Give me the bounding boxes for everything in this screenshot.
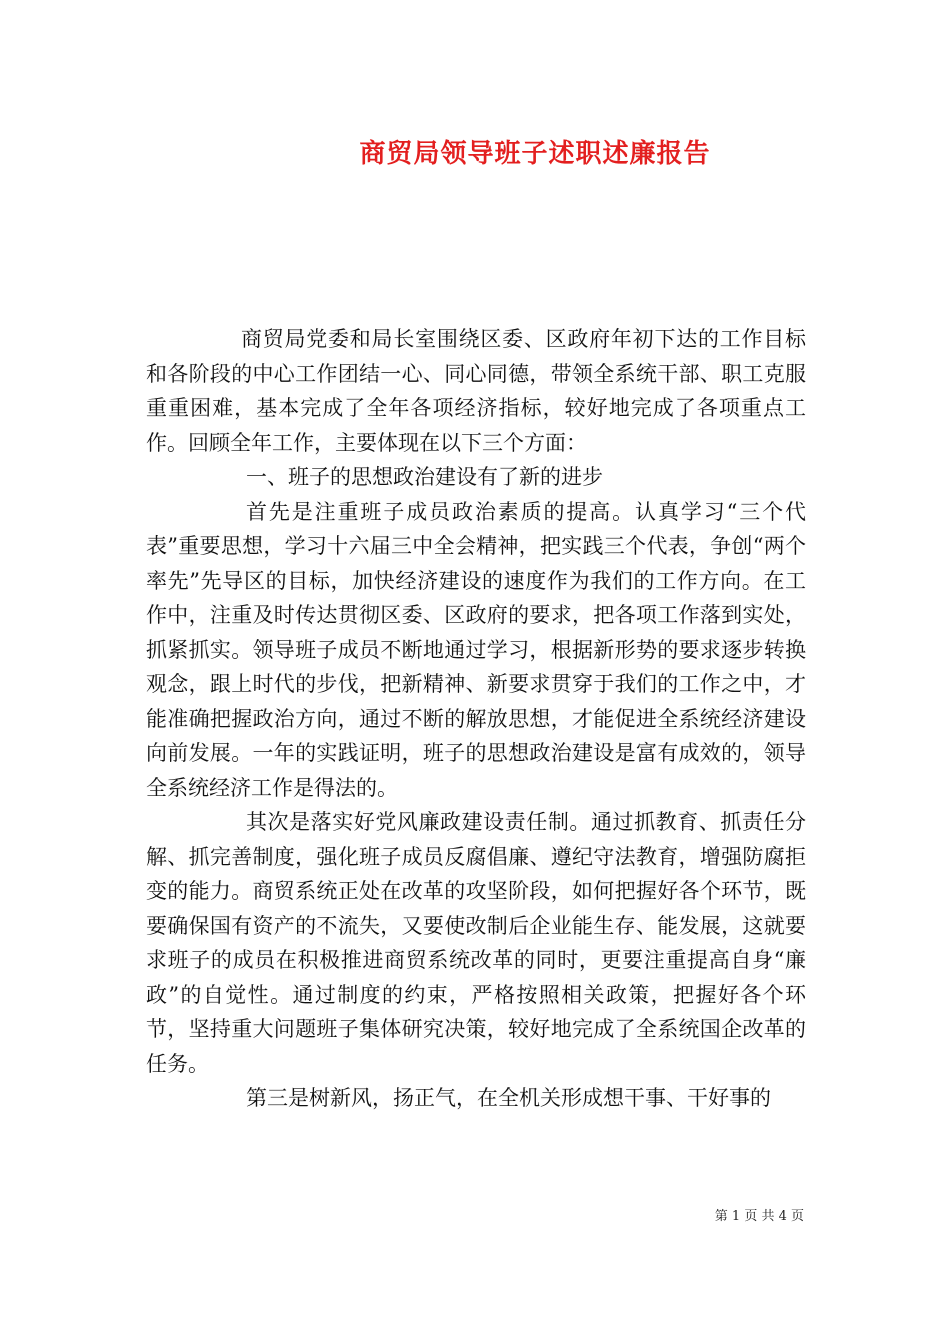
page-number: 第 1 页 共 4 页 — [714, 1209, 804, 1224]
body-paragraph-second: 其次是落实好党风廉政建设责任制。通过抓教育、抓责任分解、抓完善制度，强化班子成员反腐倡廉、遵纪守法教育，增强防腐拒变的能力。商贸系统正处在改革的攻坚阶段，如何把握好各个环节，既要确保国有资产的不流失，又要使改制后企业能生存、能发展，这就要求班子的成员在积极推进商贸系统改革的同时，更要注重提高自身“廉政”的自觉性。通过制度的约束，严格按照相关政策，把握好各个环节，坚持重大问题班子集体研究决策，较好地完成了全系统国企改革的任务。 — [146, 810, 806, 1076]
body-paragraph-third: 第三是树新风，扬正气，在全机关形成想干事、干好事的 — [246, 1086, 771, 1110]
intro-paragraph: 商贸局党委和局长室围绕区委、区政府年初下达的工作目标和各阶段的中心工作团结一心、同心同德，带领全系统干部、职工克服重重困难，基本完成了全年各项经济指标，较好地完成了各项重点工作。回顾全年工作，主要体现在以下三个方面： — [146, 327, 806, 455]
body-paragraph-first: 首先是注重班子成员政治素质的提高。认真学习“三个代表”重要思想，学习十六届三中全会精神，把实践三个代表，争创“两个率先”先导区的目标，加快经济建设的速度作为我们的工作方向。在工作中，注重及时传达贯彻区委、区政府的要求，把各项工作落到实处，抓紧抓实。领导班子成员不断地通过学习，根据新形势的要求逐步转换观念，跟上时代的步伐，把新精神、新要求贯穿于我们的工作之中，才能准确把握政治方向，通过不断的解放思想，才能促进全系统经济建设向前发展。一年的实践证明，班子的思想政治建设是富有成效的，领导全系统经济工作是得法的。 — [146, 499, 806, 800]
section-heading: 一、班子的思想政治建设有了新的进步 — [246, 465, 603, 489]
document-title: 商贸局领导班子述职述廉报告 — [359, 139, 711, 169]
document-body — [146, 322, 806, 1116]
